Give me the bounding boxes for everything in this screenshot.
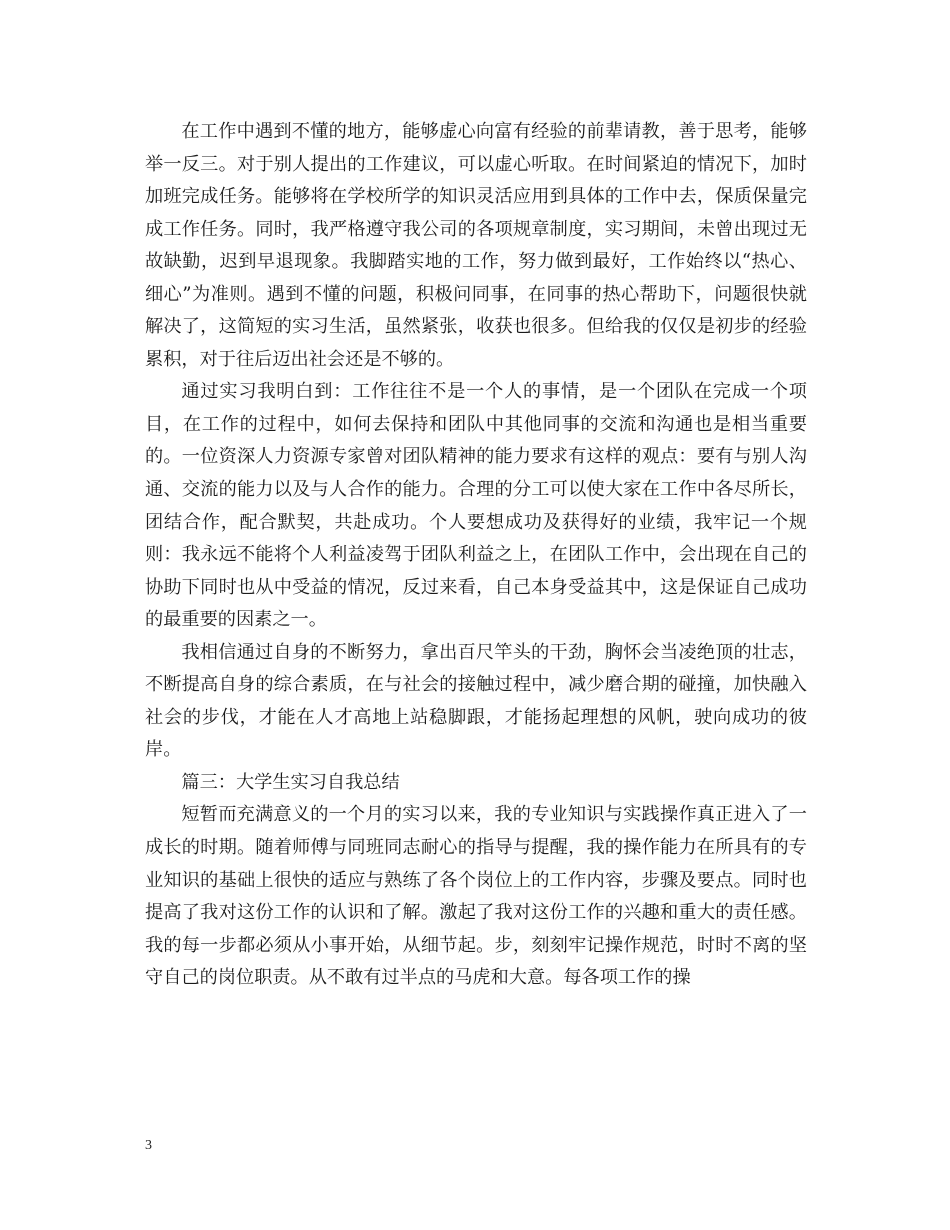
document-body <box>145 116 807 995</box>
section-heading: 篇三：大学生实习自我总结 <box>181 771 400 793</box>
page-number: 3 <box>145 1138 152 1153</box>
paragraph-self-improvement: 我相信通过自身的不断努力，拿出百尺竿头的干劲，胸怀会当凌绝顶的壮志，不断提高自身的综合素质，在与社会的接触过程中，减少磨合期的碰撞，加快融入社会的步伐，才能在人才高地上站稳脚跟，才能扬起理想的风帆，驶向成功的彼岸。 <box>145 641 807 761</box>
paragraph-work-attitude: 在工作中遇到不懂的地方，能够虚心向富有经验的前辈请教，善于思考，能够举一反三。对于别人提出的工作建议，可以虚心听取。在时间紧迫的情况下，加时加班完成任务。能够将在学校所学的知识灵活应用到具体的工作中去，保质保量完成工作任务。同时，我严格遵守我公司的各项规章制度，实习期间，未曾出现过无故缺勤，迟到早退现象。我脚踏实地的工作，努力做到最好，工作始终以“热心、细心”为准则。遇到不懂的问题，积极问同事，在同事的热心帮助下，问题很快就解决了，这简短的实习生活，虽然紧张，收获也很多。但给我的仅仅是初步的经验累积，对于往后迈出社会还是不够的。 <box>145 121 807 370</box>
paragraph-internship-summary: 短暂而充满意义的一个月的实习以来，我的专业知识与实践操作真正进入了一成长的时期。随着师傅与同班同志耐心的指导与提醒，我的操作能力在所具有的专业知识的基础上很快的适应与熟练了各个岗位上的工作内容，步骤及要点。同时也提高了我对这份工作的认识和了解。激起了我对这份工作的兴趣和重大的责任感。我的每一步都必须从小事开始，从细节起。步，刻刻牢记操作规范，时时不离的坚守自己的岗位职责。从不敢有过半点的马虎和大意。每各项工作的操 <box>145 804 807 989</box>
paragraph-teamwork: 通过实习我明白到：工作往往不是一个人的事情，是一个团队在完成一个项目，在工作的过程中，如何去保持和团队中其他同事的交流和沟通也是相当重要的。一位资深人力资源专家曾对团队精神的能力要求有这样的观点：要有与别人沟通、交流的能力以及与人合作的能力。合理的分工可以使大家在工作中各尽所长，团结合作，配合默契，共赴成功。个人要想成功及获得好的业绩，我牢记一个规则：我永远不能将个人利益凌驾于团队利益之上，在团队工作中，会出现在自己的协助下同时也从中受益的情况，反过来看，自己本身受益其中，这是保证自己成功的最重要的因素之一。 <box>145 381 807 631</box>
